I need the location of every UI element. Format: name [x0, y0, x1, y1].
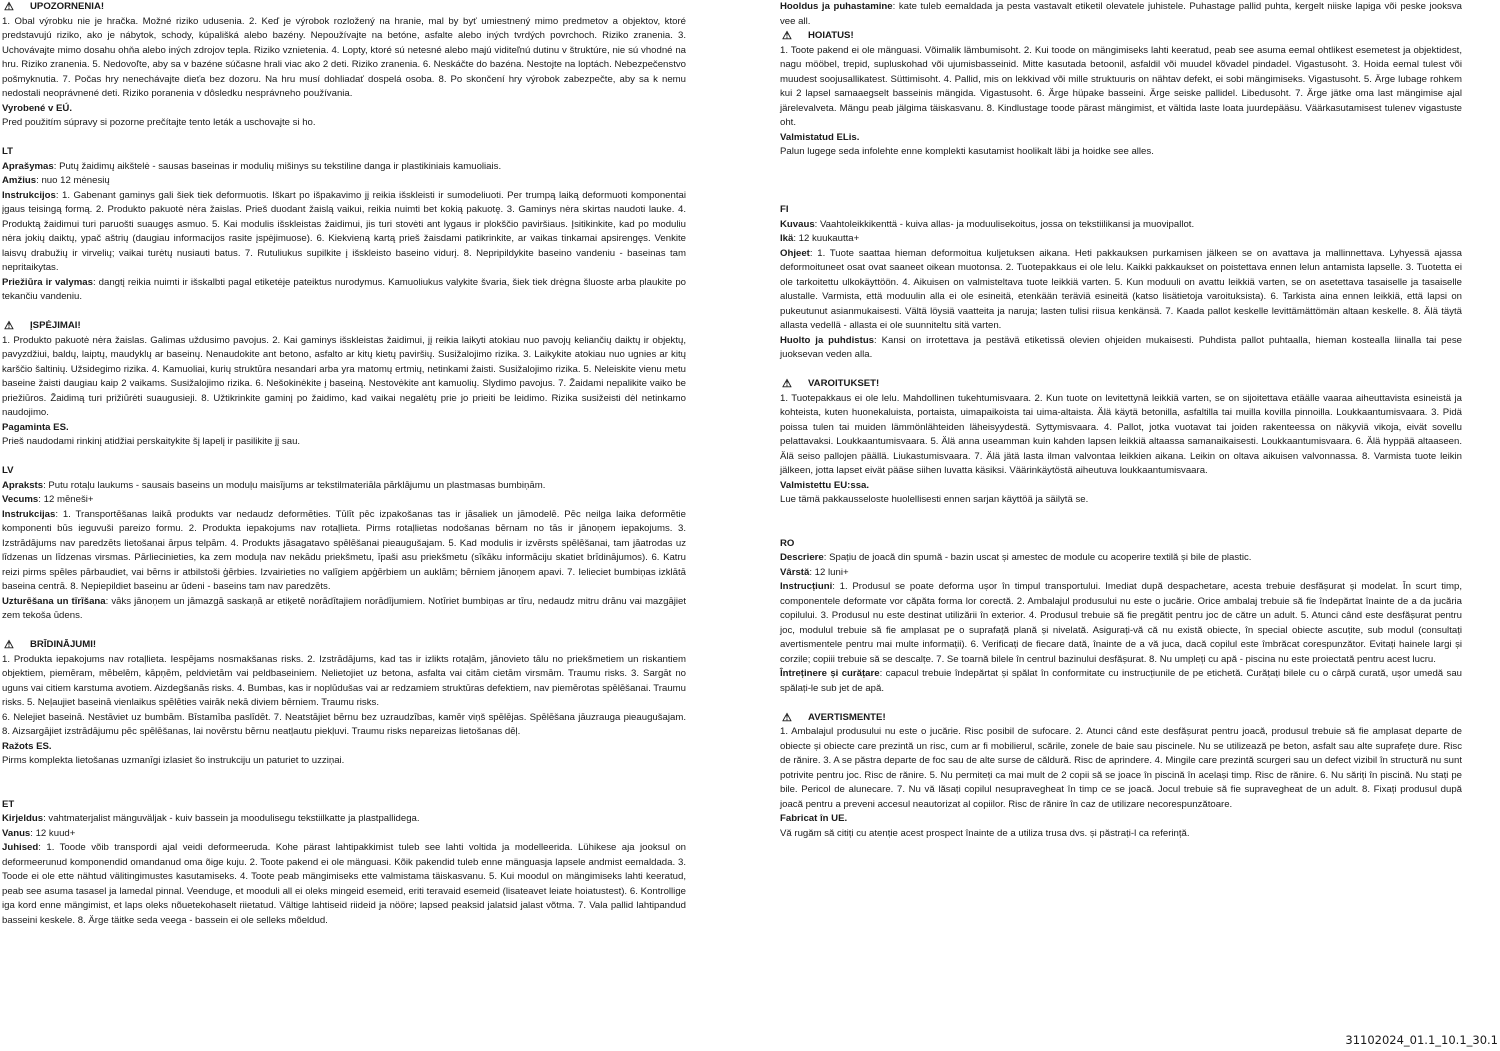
- fi-instr-text: : 1. Tuote saattaa hieman deformoitua kuljetuksen aikana. Heti pakkauksen purkamisen jälkeen se on avattava ja mallinnettava. Lyhyessä ajassa deformoituneet osat ovat saaneet oikean muotonsa. 2. Tuotepakkaus ei ole lelu. Kaikki pakkaukset on poistettava ennen lelun antamista lapselle. 3. Tuotetta ei ole tarkoitettu ulkokäyttöön. 4. Aikuisen on valmisteltava tuote leikkiä varten. 5. Kun moduuli on avattu leikkiä varten, se on asetettava tasaiselle ja tasaiselle alustalle. Varmista, että moduulin alla ei ole esineitä, etenkään teräviä esineitä (katso lisätietoja varoituksista). 6. Tarkista aina ennen leikkiä, että lapsi on pukeutunut asianmukaisesti. Vältä löysiä vaatteita ja naruja; lasten tulisi riisua kenkänsä. 7. Kaada pallot keskelle levittämättömän altaan keskelle. 8. Älä täytä allasta vedellä - allasta ei ole suunniteltu sitä varten.: [780, 247, 1462, 331]
- et-instruction: Palun lugege seda infolehte enne komplekti kasutamist hoolikalt läbi ja hoidke see alles.: [780, 146, 1154, 157]
- warning-icon: ⚠: [782, 378, 792, 391]
- lv-care: [2, 595, 686, 624]
- ro-warning-title: AVERTISMENTE!: [808, 711, 886, 723]
- ro-care: [780, 667, 1462, 696]
- sk-warning-heading: [2, 0, 686, 15]
- lt-warning-title: ĮSPĖJIMAI!: [30, 320, 81, 331]
- lt-made-in: Pagaminta ES.: [2, 421, 69, 433]
- lv-instr-text: : 1. Transportēšanas laikā produkts var nedaudz deformēties. Tūlīt pēc izpakošanas tas ir jāsaliek un jāmodelē. Pēc neilga laika deformētie komponenti būs ieguvuši pareizo formu. 2. Produkta iepakojums nav rotaļlieta. Pirms rotaļlietas nodošanas bērnam no tās ir jānoņem iepakojums. 3. Izstrādājums nav paredzēts lietošanai ārpus telpām. 4. Produkts jāsagatavo spēlēšanai pieaugušajam. 5. Kad modulis ir izvērsts spēlēšanai, tam jāatrodas uz līdzenas un līdzenas virsmas. Pārliecinieties, ka zem moduļa nav nekādu priekšmetu, īpaši asu priekšmetu (sīkāku informāciju skatiet brīdinājumos). 6. Katru reizi pirms spēles pārbaudiet, vai bērns ir atbilstoši ģērbies. Izvairieties no valīgiem apģērbiem un auklām; bērniem jānoņem apavi. 7. Ielieciet bumbiņas izklātā baseina centrā. 8. Nepiepildiet baseinu ar ūdeni - baseins tam nav paredzēts.: [2, 508, 686, 592]
- lt-warning-text: 1. Produkto pakuotė nėra žaislas. Galimas uždusimo pavojus. 2. Kai gaminys išskleistas žaidimui, jį reikia laikyti atokiau nuo pavojų keliančių daiktų ir objektų, pavyzdžiui, baldų, laiptų, maudyklų ar baseinų. Nenaudokite ant betono, asfalto ar kitų kietų paviršių. Susižalojimo rizika. 3. Laikykite atokiau nuo ugnies ar kitų karščio šaltinių. Užsidegimo rizika. 4. Kamuoliai, kurių struktūra nesandari arba yra matomų ertmių, netinkami žaisti. Susižalojimo rizika. 5. Neleiskite vienu metu baseine žaisti daugiau kaip 2 vaikams. Susižalojimo rizika. 6. Nešokinėkite į baseiną. Nestovėkite ant kamuolių. Slydimo pavojus. 7. Žaidami nepalikite vaiko be priežiūros. Žaidimą turi prižiūrėti suaugusieji. 8. Užtikrinkite gaminį po žaidimo, kad vaikai negalėtų prie jo prieiti be leidimo. Rizika susižeisti dėl netinkamo naudojimo.: [2, 334, 686, 418]
- ro-made-in: Fabricat în UE.: [780, 813, 848, 824]
- ro-warning-heading: [780, 711, 1462, 726]
- lt-care-text: : dangtį reikia nuimti ir išskalbti pagal etiketėje pateiktus nurodymus. Kamuoliukus valykite švaria, šiek tiek drėgna šluoste arba plaukite po tekančiu vandeniu.: [2, 276, 687, 302]
- lt-care-label: Priežiūra ir valymas: [2, 276, 93, 288]
- fi-warning-text: 1. Tuotepakkaus ei ole lelu. Mahdollinen tukehtumisvaara. 2. Kun tuote on levitettynä leikkiä varten, se on sijoitettava etäälle vaaraa aiheuttavista esineistä ja kohteista, kuten huonekaluista, portaista, uimapaikoista tai uima-altaista. Älä käytä betonilla, asfaltilla tai muilla kovilla pinnoilla. Loukkaantumisvaara. 3. Pidä poissa tulen tai muiden lämmönlähteiden läheisyydestä. Syttymisvaara. 4. Pallot, jotka vuotavat tai joiden rakenteessa on näkyviä vikoja, eivät sovellu pelattavaksi. Loukkaantumisvaara. 5. Älä anna useamman kuin kahden lapsen leikkiä altaassa samanaikaisesti. Loukkaantumisvaara. 6. Älä hyppää altaaseen. Älä seiso pallojen päällä. Liukastumisvaara. 7. Älä jätä lasta ilman valvontaa leikkien aikana. Leikin on oltava aikuisen valvonnassa. 8. Varmista tuote leikin jälkeen, jotta lapset eivät pääse siihen luvatta käsiksi. Väärinkäytöstä aiheutuva loukkaantumisvaara.: [780, 392, 1462, 476]
- lt-age-text: : nuo 12 mėnesių: [36, 175, 110, 186]
- et-care-text: : kate tuleb eemaldada ja pesta vastavalt etiketil olevatele juhistele. Puhastage pallid puhta, kergelt niiske lapiga või peske jooksva vee all.: [780, 1, 1462, 27]
- fi-age-label: Ikä: [780, 233, 794, 244]
- et-warning-heading: [780, 29, 1462, 44]
- fi-instruction: Lue tämä pakkausseloste huolellisesti ennen sarjan käyttöä ja säilytä se.: [780, 494, 1089, 505]
- et-made-in: Valmistatud ELis.: [780, 131, 860, 143]
- ro-desc-label: Descriere: [780, 552, 824, 563]
- et-instr-text: : 1. Toode võib transpordi ajal veidi deformeeruda. Kohe pärast lahtipakkimist tuleb see lahti voltida ja modelleerida. Lühikese aja jooksul on deformeerunud komponendid omandanud oma õige kuju. 2. Toote pakend ei ole mänguasi. Kõik pakendid tuleb enne mänguasja lapsele andmist eemaldada. 3. Toode ei ole ette nähtud välitingimustes kasutamiseks. 4. Toote peab mängimiseks ette valmistama täiskasvanu. 5. Kui moodul on mängimiseks lahti keeratud, peab see asuma tasasel ja lamedal pinnal. Veenduge, et mooduli all ei oleks mingeid esemeid, eriti teravaid esemeid (lisateavet leiate hoiatustest). 6. Kontrollige iga kord enne mängimist, et laps oleks nõuetekohaselt riietatud. Vältige lahtiseid riideid ja nööre; lapsed peaksid jalatsid jalast võtma. 7. Vala pallid lahtipandud basseini keskele. 8. Ärge täitke seda veega - bassein ei ole selleks mõeldud.: [2, 842, 686, 926]
- lv-instruction: Pirms komplekta lietošanas uzmanīgi izlasiet šo instrukciju un paturiet to uzziņai.: [2, 755, 345, 766]
- ro-lang-code: RO: [780, 537, 795, 549]
- ro-care-text: : capacul trebuie îndepărtat și spălat în conformitate cu instrucțiunile de pe etichetă. Curățați bilele cu o cârpă curată, ușor umedă sau spălați-le sub jet de apă.: [780, 668, 1462, 694]
- lt-instr-text: : 1. Gabenant gaminys gali šiek tiek deformuotis. Iškart po išpakavimo jį reikia išskleisti ir sumodeliuoti. Per trumpą laiką deformuoti komponentai įgaus teisingą formą. 2. Produkto pakuotė nėra žaislas. Prieš duodant žaislą vaikui, reikia nuimti bet kokią pakuotę. 3. Gaminys nėra skirtas naudoti lauke. 4. Produktą žaidimui turi paruošti suaugęs asmuo. 5. Kai modulis išskleistas žaidimui, jis turi stovėti ant lygaus ir plokščio paviršiaus. Įsitikinkite, kad po moduliu nėra jokių daiktų, ypač aštrių (daugiau informacijos rasite įspėjimuose). 6. Kiekvieną kartą prieš žaisdami patikrinkite, ar vaikas tinkamai apsirengęs. Venkite laisvų drabužių ir virvelių; vaikai turėtų nusiauti batus. 7. Rutuliukus supilkite į išskleisto baseino vidurį. 8. Nepripildykite baseino vandeniu - baseinas tam nepritaikytas.: [2, 189, 686, 273]
- lv-warning-text: 1. Produkta iepakojums nav rotaļlieta. Iespējams nosmakšanas risks. 2. Izstrādājums, kad tas ir izlikts rotaļām, jānovieto tālu no priekšmetiem un riskantiem objektiem, piemēram, mēbelēm, kāpņēm, peldvietām vai peldbaseiniem. Nelietojiet uz betona, asfalta vai citām cietām virsmām. Traumu risks. 3. Sargāt no uguns vai citiem karstuma avotiem. Aizdegšanās risks. 4. Bumbas, kas ir noplūdušas vai ar redzamiem struktūras defektiem, nav piemērotas spēlēšanai. Traumu risks. 5. Neļaujiet baseinā vienlaikus spēlēties vairāk nekā diviem bērniem. Traumu risks.: [2, 653, 686, 708]
- lv-instructions: [2, 508, 686, 595]
- lt-lang-code: LT: [2, 146, 14, 157]
- et-care-label: Hooldus ja puhastamine: [780, 1, 893, 12]
- warning-icon: ⚠: [4, 320, 14, 333]
- lv-lang-code: LV: [2, 465, 14, 476]
- lt-instruction: Prieš naudodami rinkinį atidžiai perskaitykite šį lapelį ir pasilikite jį sau.: [2, 436, 301, 447]
- et-instructions: [2, 841, 686, 928]
- et-description: [2, 812, 686, 827]
- fi-warning-heading: [780, 377, 1462, 392]
- ro-age: [780, 566, 1462, 581]
- ro-age-label: Vârstă: [780, 566, 810, 578]
- ro-instr-label: Instrucțiuni: [780, 581, 833, 592]
- lv-made-in: Ražots ES.: [2, 740, 52, 752]
- lv-desc-label: Apraksts: [2, 479, 44, 491]
- et-care: [780, 0, 1462, 29]
- fi-warning-title: VAROITUKSET!: [808, 378, 880, 389]
- lt-description: [2, 160, 686, 175]
- left-column: [2, 0, 686, 928]
- fi-desc-label: Kuvaus: [780, 218, 815, 230]
- lt-care: [2, 276, 686, 305]
- fi-age-text: : 12 kuukautta+: [793, 233, 860, 244]
- sk-instruction: Pred použitím súpravy si pozorne prečítajte tento leták a uschovajte si ho.: [2, 117, 316, 128]
- fi-desc-text: : Vaahtoleikkikenttä - kuiva allas- ja moduulisekoitus, jossa on tekstiilikansi ja muovipallot.: [814, 218, 1195, 230]
- lt-desc-text: : Putų žaidimų aikštelė - sausas baseinas ir modulių mišinys su tekstiline danga ir plastikiniais kamuoliais.: [53, 160, 502, 172]
- et-desc-text: : vahtmaterjalist mänguväljak - kuiv bassein ja moodulisegu tekstiilkatte ja plastpallidega.: [43, 813, 420, 824]
- lt-warning-heading: [2, 319, 686, 334]
- lv-warning-text-2: 6. Nelejiet baseinā. Nestāviet uz bumbām. Bīstamība paslīdēt. 7. Neatstājiet bērnu bez uzraudzības, kamēr viņš spēlējas. Spēlēšana jāuzrauga pieaugušajam. 8. Aizsargājiet izstrādājumu pēc spēlēšanas, lai novērstu bērnu neatļautu piekļuvi. Traumu risks nepareizas lietošanas dēļ.: [2, 711, 686, 737]
- lt-age-label: Amžius: [2, 175, 37, 186]
- fi-instr-label: Ohjeet: [780, 247, 810, 259]
- et-age-text: : 12 kuud+: [30, 827, 76, 839]
- fi-care-label: Huolto ja puhdistus: [780, 334, 875, 346]
- et-age: [2, 827, 686, 842]
- lt-instr-label: Instrukcijos: [2, 189, 56, 201]
- fi-care: [780, 334, 1462, 363]
- sk-made-in: Vyrobené v EÚ.: [2, 102, 73, 114]
- warning-icon: ⚠: [4, 639, 14, 652]
- lv-age-text: : 12 mēneši+: [38, 494, 94, 505]
- right-column: [780, 0, 1462, 841]
- ro-instructions: [780, 580, 1462, 667]
- sk-warning-title: UPOZORNENIA!: [30, 1, 105, 12]
- sk-warning-text: 1. Obal výrobku nie je hračka. Možné riziko udusenia. 2. Keď je výrobok rozložený na hranie, mal by byť umiestnený mimo predmetov a objektov, ktoré predstavujú riziko, ako je nábytok, schody, kúpališká alebo bazény. Nepoužívajte na betóne, asfalte alebo iných tvrdých povrchoch. Riziko zranenia. 3. Uchovávajte mimo dosahu ohňa alebo iných zdrojov tepla. Riziko vznietenia. 4. Lopty, ktoré sú netesné alebo majú viditeľnú dutinu v štruktúre, nie sú vhodné na hru. Riziko zranenia. 5. Nedovoľte, aby sa v bazéne súčasne hrali viac ako 2 deti. Riziko zranenia. 6. Neskáčte do bazéna. Nestojte na loptách. Nebezpečenstvo pošmyknutia. 7. Počas hry nenechávajte dieťa bez dozoru. Na hru musí dohliadať dospelá osoba. 8. Po skončení hry výrobok zabezpečte, aby sa k nemu nedostali neoprávnené deti. Riziko poranenia v dôsledku nesprávneho používania.: [2, 15, 686, 99]
- lt-desc-label: Aprašymas: [2, 160, 54, 172]
- et-instr-label: Juhised: [2, 842, 39, 853]
- lv-instr-label: Instrukcijas: [2, 508, 56, 520]
- fi-instructions: [780, 247, 1462, 334]
- ro-warning-text: 1. Ambalajul produsului nu este o jucărie. Risc posibil de sufocare. 2. Atunci când este desfășurat pentru joacă, produsul trebuie să fie amplasat departe de obiecte și obiecte care prezintă un risc, cum ar fi mobilierul, scările, zonele de baie sau piscinele. Nu se utilizează pe beton, asfalt sau alte suprafețe dure. Risc de rănire. 3. A se păstra departe de foc sau de alte surse de căldură. Risc de aprindere. 4. Mingile care prezintă scurgeri sau un defect vizibil în structură nu sunt potrivite pentru joc. Risc de rănire. 5. Nu permiteți ca mai mult de 2 copii să se joace în piscină în același timp. Risc de rănire. 6. Nu săriți în piscină. Nu stați pe bile. Pericol de alunecare. 7. Nu vă lăsați copilul nesupravegheat în timp ce se joacă. Jocul trebuie să fie supravegheat de un adult. 8. Fixați produsul după joacă pentru a preveni accesul neautorizat al copiilor. Risc de rănire în caz de utilizare necorespunzătoare.: [780, 726, 1462, 810]
- fi-care-text: : Kansi on irrotettava ja pestävä etiketissä olevien ohjeiden mukaisesti. Puhdista pallot puhtaalla, hieman kostealla liinalla tai pese juoksevan veden alla.: [780, 334, 1462, 360]
- ro-instruction: Vă rugăm să citiți cu atenție acest prospect înainte de a utiliza trusa dvs. și păstrați-l ca referință.: [780, 827, 1190, 839]
- et-age-label: Vanus: [2, 827, 31, 839]
- lt-instructions: [2, 189, 686, 276]
- fi-description: [780, 218, 1462, 233]
- et-warning-title: HOIATUS!: [808, 30, 854, 41]
- et-desc-label: Kirjeldus: [2, 813, 44, 824]
- document-code: 31102024_01.1_10.1_30.1: [1345, 1033, 1498, 1047]
- et-lang-code: ET: [2, 798, 15, 810]
- warning-icon: ⚠: [782, 711, 792, 724]
- lv-care-text: : vāks jānoņem un jāmazgā saskaņā ar etiķetē norādītajiem norādījumiem. Notīriet bumbiņas ar tīru, nedaudz mitru drānu vai mazgājiet zem tekoša ūdens.: [2, 595, 687, 621]
- fi-made-in: Valmistettu EU:ssa.: [780, 479, 870, 491]
- lv-age: [2, 493, 686, 508]
- ro-description: [780, 551, 1462, 566]
- ro-age-text: : 12 luni+: [809, 566, 849, 578]
- lv-age-label: Vecums: [2, 494, 39, 505]
- lv-desc-text: : Putu rotaļu laukums - sausais baseins un moduļu maisījums ar tekstilmateriāla pārklājumu un plastmasas bumbiņām.: [43, 479, 546, 491]
- lt-age: [2, 174, 686, 189]
- warning-icon: ⚠: [782, 30, 792, 43]
- lv-care-label: Uzturēšana un tīrīšana: [2, 595, 106, 607]
- warning-icon: ⚠: [4, 1, 14, 14]
- lv-warning-heading: [2, 638, 686, 653]
- et-warning-text: 1. Toote pakend ei ole mänguasi. Võimalik lämbumisoht. 2. Kui toode on mängimiseks lahti keeratud, peab see asuma eemal ohtlikest esemetest ja objektidest, nagu mööbel, trepid, supluskohad või ujumisbasseinid. Mitte kasutada betoonil, asfaldil või muudel kõvadel pindadel. Vigastusoht. 3. Hoida eemal tulest või muudest soojusallikatest. Süttimisoht. 4. Pallid, mis on lekkivad või mille struktuuris on nähtav defekt, ei sobi mängimiseks. Vigastusoht. 5. Ärge lubage rohkem kui 2 lapsel samaaegselt basseinis mängida. Vigastusoht. 6. Ärge hüpake basseini. Ärge seiske pallidel. Libedusoht. 7. Ärge jätke oma last mängimise ajal järelevalveta. Mängu peab jälgima täiskasvanu. 8. Kindlustage toode pärast mängimist, et vältida laste loata juurdepääsu. Väärkasutamisest tulenev vigastuste oht.: [780, 44, 1462, 128]
- lv-description: [2, 479, 686, 494]
- ro-instr-text: : 1. Produsul se poate deforma ușor în timpul transportului. Imediat după despachetare, acesta trebuie desfășurat și modelat. În scurt timp, componentele deformate vor căpăta forma lor corectă. 2. Ambalajul produsului nu este o jucărie. Orice ambalaj trebuie să fie îndepărtat înainte de a da jucăria copilului. 3. Produsul nu este destinat utilizării în exterior. 4. Produsul trebuie să fie pregătit pentru joc de către un adult. 5. Atunci când este desfășurat pentru joc, modulul trebuie să fie amplasat pe o suprafață plană și nivelată. Asigurați-vă că nu există obiecte, în special obiecte ascuțite, sub modul (consultați avertismentele pentru mai multe informații). 6. Verificați de fiecare dată, înainte de a vă juca, dacă copilul este îmbrăcat corespunzător. Evitați hainele largi și corzile; copiii trebuie să se descalțe. 7. Se toarnă bilele în centrul bazinului desfășurat. 8. Nu umpleți cu apă - piscina nu este proiectată pentru acest lucru.: [780, 581, 1462, 665]
- ro-desc-text: : Spațiu de joacă din spumă - bazin uscat și amestec de module cu acoperire textilă și bile de plastic.: [823, 552, 1252, 563]
- lv-warning-title: BRĪDINĀJUMI!: [30, 639, 97, 650]
- fi-lang-code: FI: [780, 204, 789, 215]
- fi-age: [780, 232, 1462, 247]
- ro-care-label: Întreținere și curățare: [780, 668, 880, 679]
